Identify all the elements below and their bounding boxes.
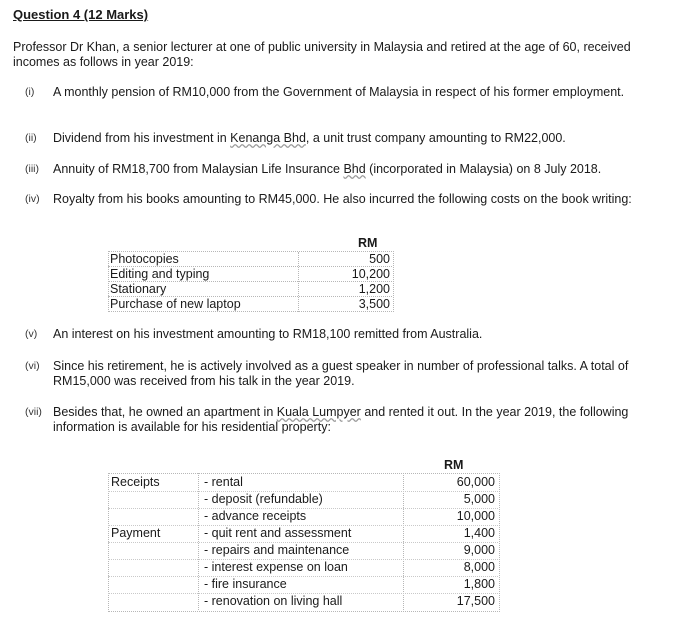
table-row: - interest expense on loan 8,000 — [108, 559, 498, 577]
item-text: Dividend from his investment in Kenanga Bhd, a unit trust company amounting to RM22,000. — [53, 131, 566, 145]
intro-paragraph: Professor Dr Khan, a senior lecturer at one of public university in Malaysia and retired at the age of 60, received incomes as follows in year 2019: — [13, 40, 631, 69]
item-number: (iv) — [25, 193, 40, 205]
item-text: Annuity of RM18,700 from Malaysian Life Insurance Bhd (incorporated in Malaysia) on 8 July 2018. — [53, 162, 602, 176]
rm-column-header: RM — [444, 458, 464, 472]
item-text: A monthly pension of RM10,000 from the Government of Malaysia in respect of his former employment. — [53, 85, 625, 99]
item-number: (ii) — [25, 132, 37, 144]
item-number: (vi) — [25, 360, 40, 372]
cropped-text-fragment — [26, 630, 116, 634]
item-text: Since his retirement, he is actively involved as a guest speaker in number of professional talks. A total of RM15,000 was received from his talk in the year 2019. — [53, 359, 629, 388]
item-text: Besides that, he owned an apartment in Kuala Lumpyer and rented it out. In the year 2019, the following information is available for his residential property: — [53, 405, 629, 434]
item-number: (iii) — [25, 163, 39, 175]
table-row: - deposit (refundable) 5,000 — [108, 491, 498, 509]
table-row: Stationary 1,200 — [110, 282, 390, 296]
table-row: Editing and typing 10,200 — [110, 267, 390, 281]
item-text: An interest on his investment amounting to RM18,100 remitted from Australia. — [53, 327, 483, 341]
table-row: - renovation on living hall 17,500 — [204, 594, 495, 608]
table-row: Receipts - rental 60,000 — [108, 474, 498, 492]
item-number: (v) — [25, 328, 38, 340]
table-row: - repairs and maintenance 9,000 — [108, 542, 498, 560]
item-text: Royalty from his books amounting to RM45,000. He also incurred the following costs on the book writing: — [53, 192, 632, 206]
table-row: - advance receipts 10,000 — [108, 508, 498, 526]
item-number: (i) — [25, 86, 35, 98]
table-row: - fire insurance 1,800 — [108, 576, 498, 594]
table-row: Purchase of new laptop 3,500 — [110, 297, 390, 311]
question-title: Question 4 (12 Marks) — [13, 7, 149, 22]
table-row: Payment - quit rent and assessment 1,400 — [108, 525, 498, 543]
rm-column-header: RM — [358, 236, 378, 250]
item-number: (vii) — [25, 406, 42, 418]
table-row: Photocopies 500 — [110, 252, 390, 266]
